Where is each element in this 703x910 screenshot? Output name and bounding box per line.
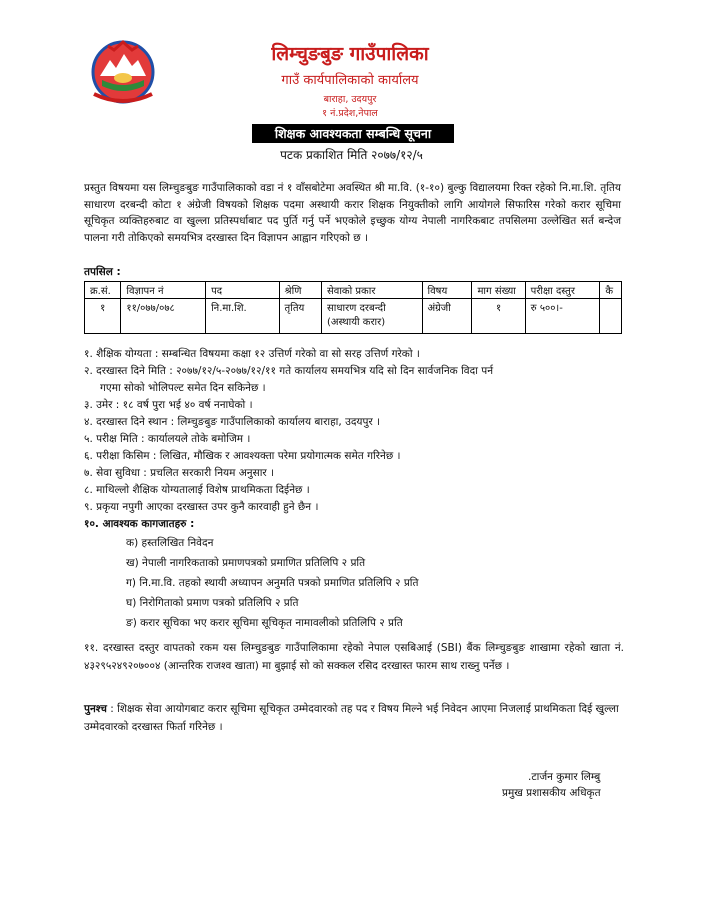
table-header-cell: कै — [600, 282, 622, 299]
postscript-label: पुनश्च — [84, 703, 107, 715]
table-cell: रु ५००।- — [525, 299, 600, 334]
list-item: ४. दरखास्त दिने स्थान : लिम्चुङबुङ गाउँपालिकाको कार्यालय बाराहा, उदयपुर । — [84, 416, 381, 428]
document-item: ख) नेपाली नागरिकताको प्रमाणपत्रको प्रमाणित प्रतिलिपि २ प्रति — [126, 557, 366, 569]
org-address: बाराहा, उदयपुर — [323, 94, 377, 105]
table-cell: १ — [85, 299, 121, 334]
list-item: गएमा सोको भोलिपल्ट समेत दिन सकिनेछ । — [100, 382, 266, 394]
table-header-row — [85, 282, 622, 299]
fee-note: ११. दरखास्त दस्तुर वापतको रकम यस लिम्चुङबुङ गाउँपालिकामा रहेको नेपाल एसबिआई (SBI) बैंक लिम्चुङबुङ शाखामा रहेको खाता नं. ४३२९५२४९२०७००४ (आन्तरिक राजश्व खाता) मा बुझाई सो को सक्कल रसिद दरखास्त फारम साथ राख्नु पर्नेछ । — [84, 642, 624, 672]
list-item: ८. माथिल्लो शैक्षिक योग्यतालाई विशेष प्राथमिकता दिईनेछ । — [84, 484, 310, 496]
postscript-text: : शिक्षक सेवा आयोगबाट करार सूचिमा सूचिकृत उम्मेदवारको तह पद र विषय मिल्ने भई निवेदन आएमा निजलाई प्राथमिकता दिई खुल्ला उम्मेदवारको दरखास्त फिर्ता गरिनेछ । — [84, 703, 619, 733]
table-row — [85, 299, 622, 334]
table-cell: ११/०७७/०७८ — [121, 299, 206, 334]
table-cell — [600, 299, 622, 334]
table-cell: साधारण दरबन्दी (अस्थायी करार) — [322, 299, 423, 334]
table-header-cell: सेवाको प्रकार — [322, 282, 423, 299]
org-office: गाउँ कार्यपालिकाको कार्यालय — [281, 73, 419, 88]
table-header-cell: विषय — [422, 282, 472, 299]
list-item: २. दरखास्त दिने मिति : २०७७/१२/५-२०७७/१२/११ गते कार्यालय समयभित्र यदि सो दिन सार्वजनिक विदा पर्न — [84, 365, 494, 377]
list-item: ३. उमेर : १८ वर्ष पुरा भई ४० वर्ष ननाघेको । — [84, 399, 253, 411]
document-item: ङ) करार सूचिका भए करार सूचिमा सूचिकृत नामावलीको प्रतिलिपि २ प्रति — [126, 617, 403, 629]
table-header-cell: विज्ञापन नं — [121, 282, 206, 299]
vacancy-table — [84, 281, 622, 334]
intro-paragraph: प्रस्तुत विषयमा यस लिम्चुङबुङ गाउँपालिकाको वडा नं १ वाँसबोटेमा अवस्थित श्री मा.वि. (१-१०) बुल्कु विद्यालयमा रिक्त रहेको नि.मा.शि. तृतिय साधारण दरबन्दी कोटा १ अंग्रेजी विषयको शिक्षक पदमा अस्थायी करार शिक्षक नियुक्तीको लागि आयोगले सिफारिस गरेको करार सूचिमा सूचिकृत व्यक्तिहरुबाट वा खुल्ला प्रतिस्पर्धाबाट पद पुर्ति गर्नु पर्ने भएकोले इच्छुक योग्य नेपाली नागरिकबाट तपसिलमा उल्लेखित सर्त बन्देज पालना गरी तोकिएको समयभित्र दरखास्त दिन विज्ञापन आह्वान गरिएको छ । — [84, 182, 621, 244]
org-province: १ नं.प्रदेश,नेपाल — [322, 108, 378, 119]
table-header-cell: परीक्षा दस्तुर — [525, 282, 600, 299]
publication-date: पटक प्रकाशित मिति २०७७/१२/५ — [280, 148, 423, 162]
table-cell: अंग्रेजी — [422, 299, 472, 334]
table-header-cell: क्र.सं. — [85, 282, 121, 299]
list-item: १०. आवश्यक कागजातहरु : — [84, 518, 195, 530]
signatory-title: प्रमुख प्रशासकीय अधिकृत — [502, 787, 601, 799]
list-item: ९. प्रकृया नपुगी आएका दरखास्त उपर कुनै कारवाही हुने छैन । — [84, 501, 319, 513]
list-item: ५. परीक्ष मिति : कार्यालयले तोके बमोजिम । — [84, 433, 251, 445]
table-cell: नि.मा.शि. — [206, 299, 279, 334]
list-item: ६. परीक्षा किसिम : लिखित, मौखिक र आवश्यक्ता परेमा प्रयोगात्मक समेत गरिनेछ । — [84, 450, 401, 462]
conditions-list — [84, 346, 624, 675]
signatory-name: .टार्जन कुमार लिम्बु — [528, 771, 601, 783]
nepal-emblem-icon — [88, 36, 158, 104]
document-item: क) हस्तलिखित निवेदन — [126, 537, 214, 549]
list-item: १. शैक्षिक योग्यता : सम्बन्धित विषयमा कक्षा १२ उत्तिर्ण गरेको वा सो सरह उत्तिर्ण गरेको । — [84, 348, 420, 360]
table-cell: तृतिय — [279, 299, 321, 334]
org-name: लिम्चुङबुङ गाउँपालिका — [271, 43, 429, 65]
document-item: घ) निरोगिताको प्रमाण पत्रको प्रतिलिपि २ प्रति — [126, 597, 299, 609]
table-header-cell: पद — [206, 282, 279, 299]
postscript — [84, 700, 624, 736]
notice-title: शिक्षक आवश्यकता सम्बन्धि सूचना — [252, 124, 454, 143]
documents-list — [84, 533, 624, 633]
table-header-cell: श्रेणि — [279, 282, 321, 299]
document-item: ग) नि.मा.वि. तहको स्थायी अध्यापन अनुमति पत्रको प्रमाणित प्रतिलिपि २ प्रति — [126, 577, 419, 589]
table-cell: १ — [472, 299, 525, 334]
table-label: तपसिल : — [84, 266, 121, 278]
list-item: ७. सेवा सुविधा : प्रचलित सरकारी नियम अनुसार । — [84, 467, 275, 479]
table-header-cell: माग संख्या — [472, 282, 525, 299]
